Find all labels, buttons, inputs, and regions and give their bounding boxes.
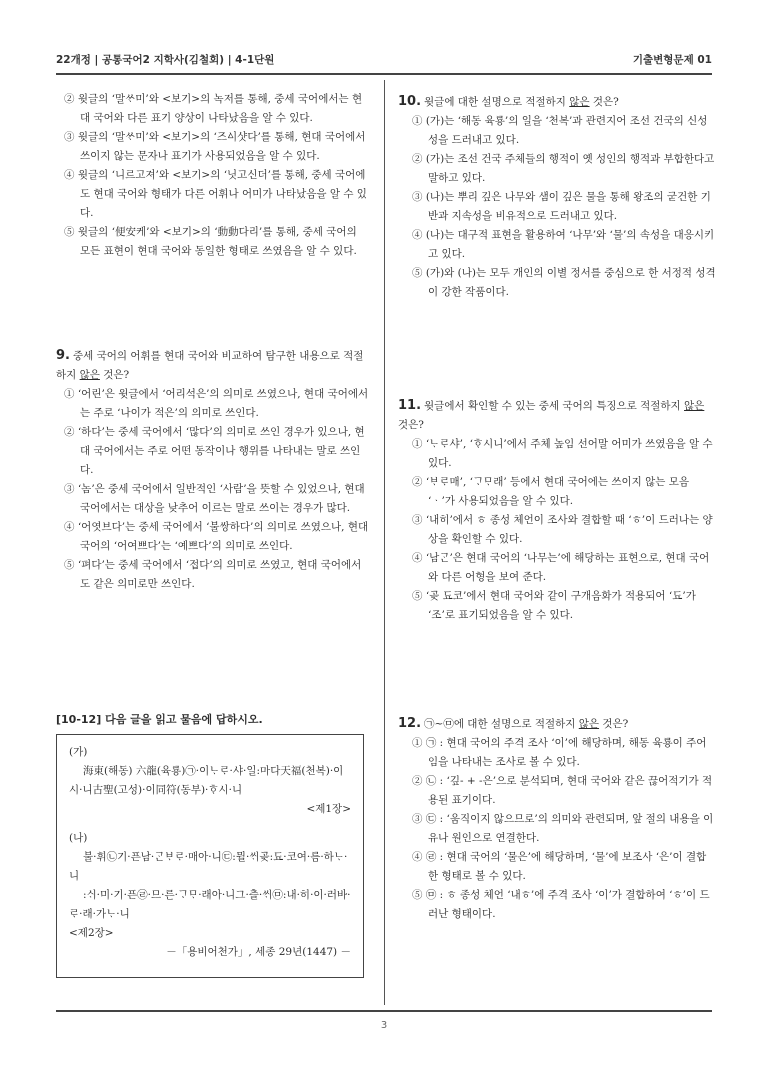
passage-box (56, 734, 364, 978)
q9-stem-negation: 않은 (79, 369, 100, 381)
passage-ga-chapter: <제1장> (306, 803, 351, 815)
q10-choice-2[interactable]: ② (가)는 조선 건국 주체들의 행적이 옛 성인의 행적과 부합한다고 말하고 있다. (412, 153, 715, 184)
passage-source: －「용비어천가」, 세종 29년(1447) － (166, 946, 351, 958)
q12-stem-text: ㉠~㉤에 대한 설명으로 적절하지 (424, 718, 579, 730)
q9-choice-5[interactable]: ⑤ ‘펴다’는 중세 국어에서 ‘접다’의 의미로 쓰였고, 현대 국어에서도 같은 의미로만 쓰인다. (64, 559, 362, 590)
question-12 (398, 714, 716, 924)
q9-stem-end: 것은? (99, 369, 130, 381)
page-header (56, 50, 712, 70)
q11-choice-5[interactable]: ⑤ ‘곶 됴코’에서 현대 국어와 같이 구개음화가 적용되어 ‘됴’가 ‘조’로 표기되었음을 알 수 있다. (412, 590, 696, 621)
q10-stem-end: 것은? (589, 96, 619, 108)
q11-stem (398, 396, 716, 435)
passage-na-chapter: <제2장> (69, 927, 114, 939)
q11-choice-2[interactable]: ② ‘ᄇᆞᄅᆞ매’, ‘ᄀᆞᄆᆞ래’ 등에서 현대 국어에는 쓰이지 않는 모음 ‘ᆞ’가 사용되었음을 알 수 있다. (412, 476, 690, 507)
passage-ga-label: (가) (69, 746, 88, 758)
page-number: 3 (380, 1020, 388, 1031)
q8-choice-5[interactable]: ⑤ 윗글의 ‘便安케’와 <보기>의 ‘動動다리’를 통해, 중세 국어의 모든 표현이 현대 국어와 동일한 형태로 쓰였음을 알 수 있다. (64, 226, 357, 257)
passage-na-line4: ᄅᆞ·래·가ᄂᆞ·니 (69, 908, 130, 920)
q12-choice-3[interactable]: ③ ㉢ : ‘움직이지 않으므로’의 의미와 관련되며, 앞 절의 내용을 이유나 원인으로 연결한다. (412, 813, 714, 844)
q11-choice-1[interactable]: ① ‘ᄂᆞᄅᆞ샤’, ‘ᄒᆞ시니’에서 주체 높임 선어말 어미가 쓰였음을 알 수 있다. (412, 438, 713, 469)
q9-choice-1[interactable]: ① ‘어린’은 윗글에서 ‘어리석은’의 의미로 쓰였으나, 현대 국어에서는 주로 ‘나이가 적은’의 의미로 쓰인다. (64, 388, 369, 419)
passage-spacer (69, 819, 351, 829)
passage-na-line3: :ᄉᆡ·미·기·픈㉣·므·른·ᄀᆞᄆᆞ·래아·니그·츨·ᄊᆡ㉤:내·히·이·러바· (83, 889, 351, 901)
q11-number: 11. (398, 398, 422, 413)
q10-choice-3[interactable]: ③ (나)는 뿌리 깊은 나무와 샘이 깊은 물을 통해 왕조의 굳건한 기반과 지속성을 비유적으로 드러내고 있다. (412, 191, 711, 222)
q11-choice-4[interactable]: ④ ‘남ᄀᆞᆫ’은 현대 국어의 ‘나무는’에 해당하는 표현으로, 현대 국어와 다른 어형을 보여 준다. (412, 552, 710, 583)
q10-stem-text: 윗글에 대한 설명으로 적절하지 (424, 96, 570, 108)
q8-choice-2[interactable]: ② 윗글의 ‘말ᄊᆞ미’와 <보기>의 녹저를 통해, 중세 국어에서는 현대 국어와 다른 표기 양상이 나타났음을 알 수 있다. (64, 93, 363, 124)
q12-choice-5[interactable]: ⑤ ㉤ : ㅎ 종성 체언 ‘내ㅎ’에 주격 조사 ‘이’가 결합하여 ‘ㅎ’이 드러난 형태이다. (412, 889, 710, 920)
q10-choice-1[interactable]: ① (가)는 ‘해동 육룡’의 일을 ‘천복’과 관련지어 조선 건국의 신성성을 드러내고 있다. (412, 115, 708, 146)
header-course: 22개정 | 공통국어2 지학사(김철회) | 4-1단원 (56, 54, 275, 66)
q9-stem (56, 346, 370, 385)
q11-choice-3[interactable]: ③ ‘내히’에서 ㅎ 종성 체언이 조사와 결합할 때 ‘ㅎ’이 드러나는 양상을 확인할 수 있다. (412, 514, 713, 545)
q11-stem-negation: 않은 (684, 400, 705, 412)
section-title: [10-12] 다음 글을 읽고 물음에 답하시오. (56, 713, 263, 726)
bottom-rule (56, 1010, 712, 1012)
q11-stem-text: 윗글에서 확인할 수 있는 중세 국어의 특징으로 적절하지 (424, 400, 685, 412)
q10-choice-5[interactable]: ⑤ (가)와 (나)는 모두 개인의 이별 정서를 중심으로 한 서정적 성격이 강한 작품이다. (412, 267, 716, 298)
header-set-title: 기출변형문제 01 (632, 54, 712, 66)
q11-stem-end: 것은? (398, 419, 424, 431)
q10-choice-4[interactable]: ④ (나)는 대구적 표현을 활용하여 ‘나무’와 ‘물’의 속성을 대응시키고 있다. (412, 229, 715, 260)
q10-stem (398, 92, 716, 112)
q12-choice-2[interactable]: ② ㉡ : ‘깊- + -은’으로 분석되며, 현대 국어와 같은 끊어적기가 적용된 표기이다. (412, 775, 713, 806)
q9-choice-4[interactable]: ④ ‘어엿브다’는 중세 국어에서 ‘불쌍하다’의 의미로 쓰였으나, 현대 국어의 ‘어여쁘다’는 ‘예쁘다’의 의미로 쓰인다. (64, 521, 369, 552)
q10-number: 10. (398, 94, 422, 109)
q12-choice-1[interactable]: ① ㉠ : 현대 국어의 주격 조사 ‘이’에 해당하며, 해동 육룡이 주어임을 나타내는 조사로 볼 수 있다. (412, 737, 707, 768)
q9-choice-2[interactable]: ② ‘하다’는 중세 국어에서 ‘많다’의 의미로 쓰인 경우가 있으나, 현대 국어에서는 주로 어떤 동작이나 행위를 나타내는 말로 쓰인다. (64, 426, 365, 476)
q9-number: 9. (56, 348, 70, 363)
q12-stem-end: 것은? (599, 718, 629, 730)
question-9 (56, 346, 370, 594)
q8-choice-4[interactable]: ④ 윗글의 ‘니르고져’와 <보기>의 ‘닛고신더’를 통해, 중세 국어에도 현대 국어와 형태가 다른 어휘나 어미가 나타났음을 알 수 있다. (64, 169, 367, 219)
q8-choices (64, 90, 370, 261)
q12-stem (398, 714, 716, 734)
q12-stem-negation: 않은 (578, 718, 600, 730)
q10-stem-negation: 않은 (569, 96, 590, 108)
passage-na-label: (나) (69, 832, 88, 844)
passage-na-line1: 불·휘㉡기·픈남·ᄀᆞᆫᄇᆞᄅᆞ·매아·니㉢:뮐·ᄊᆡ곶:됴·코여·름·하ᄂᆞ· (83, 851, 348, 863)
q9-stem-text: 중세 국어의 어휘를 현대 국어와 비교하여 탐구한 내용으로 적절하지 (56, 350, 364, 381)
q12-number: 12. (398, 716, 422, 731)
passage-na-line2: 니 (69, 870, 80, 882)
top-rule (56, 73, 712, 75)
question-10 (398, 92, 716, 302)
passage-ga-line2: 시·니古聖(고성)·이同符(동부)·ᄒᆞ시·니 (69, 784, 243, 796)
q9-choice-3[interactable]: ③ ‘놈’은 중세 국어에서 일반적인 ‘사람’을 뜻할 수 있었으나, 현대 국어에서는 대상을 낮추어 이르는 말로 쓰이는 경우가 많다. (64, 483, 365, 514)
q8-choice-3[interactable]: ③ 윗글의 ‘말ᄊᆞ미’와 <보기>의 ‘즈ᅀᅵ샷다’를 통해, 현대 국어에서 쓰이지 않는 문자나 표기가 사용되었음을 알 수 있다. (64, 131, 366, 162)
column-divider (384, 80, 385, 1005)
question-11 (398, 396, 716, 625)
passage-ga-line1: 海東(해동) 六龍(육룡)㉠·이ᄂᆞᄅᆞ·샤·일:마다天福(천복)·이 (83, 765, 344, 777)
q12-choice-4[interactable]: ④ ㉣ : 현대 국어의 ‘물은’에 해당하며, ‘물’에 보조사 ‘은’이 결합한 형태로 볼 수 있다. (412, 851, 707, 882)
